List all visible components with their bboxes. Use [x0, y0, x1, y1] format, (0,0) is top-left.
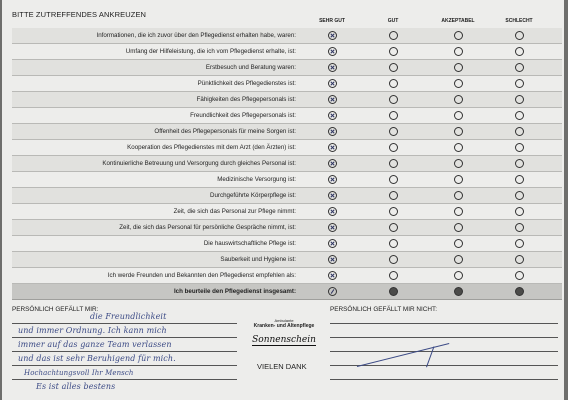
radio-sehr-gut[interactable] [328, 271, 337, 280]
column-header-sehr-gut: SEHR GUT [319, 18, 345, 24]
liked-line-1 [12, 323, 237, 324]
radio-akzeptabel[interactable] [454, 191, 463, 200]
radio-gut[interactable] [389, 159, 398, 168]
radio-schlecht[interactable] [515, 95, 524, 104]
radio-schlecht[interactable] [515, 207, 524, 216]
handwriting-line-1: die Freundlichkeit [90, 312, 167, 321]
radio-sehr-gut[interactable] [328, 31, 337, 40]
question-label: Zeit, die sich das Personal für persönliche Gespräche nimmt, ist: [119, 223, 296, 231]
radio-sehr-gut[interactable] [328, 47, 337, 56]
radio-schlecht[interactable] [515, 143, 524, 152]
radio-schlecht[interactable] [515, 239, 524, 248]
comment-section [12, 306, 562, 400]
radio-schlecht[interactable] [515, 287, 524, 296]
radio-akzeptabel[interactable] [454, 79, 463, 88]
radio-sehr-gut[interactable] [328, 287, 337, 296]
question-row [12, 140, 562, 156]
thanks-text: VIELEN DANK [257, 362, 307, 371]
question-label: Informationen, die ich zuvor über den Pflegedienst erhalten habe, waren: [96, 31, 296, 39]
radio-sehr-gut[interactable] [328, 239, 337, 248]
question-row [12, 28, 562, 44]
liked-label: PERSÖNLICH GEFÄLLT MIR: [12, 306, 99, 313]
radio-gut[interactable] [389, 111, 398, 120]
disliked-line-2 [330, 337, 558, 338]
radio-sehr-gut[interactable] [328, 191, 337, 200]
radio-gut[interactable] [389, 287, 398, 296]
radio-akzeptabel[interactable] [454, 255, 463, 264]
radio-akzeptabel[interactable] [454, 31, 463, 40]
disliked-line-5 [330, 379, 558, 380]
radio-gut[interactable] [389, 239, 398, 248]
disliked-line-1 [330, 323, 558, 324]
radio-akzeptabel[interactable] [454, 95, 463, 104]
liked-line-2 [12, 337, 237, 338]
radio-gut[interactable] [389, 47, 398, 56]
question-row [12, 204, 562, 220]
question-label: Pünktlichkeit des Pflegedienstes ist: [197, 79, 296, 87]
radio-sehr-gut[interactable] [328, 175, 337, 184]
question-label: Kontinuierliche Betreuung und Versorgung durch gleiches Personal ist: [102, 159, 296, 167]
radio-sehr-gut[interactable] [328, 143, 337, 152]
handwriting-line-6: Es ist alles bestens [36, 382, 116, 391]
radio-gut[interactable] [389, 271, 398, 280]
liked-line-4 [12, 365, 237, 366]
radio-gut[interactable] [389, 95, 398, 104]
column-header-schlecht: SCHLECHT [505, 18, 533, 24]
radio-schlecht[interactable] [515, 255, 524, 264]
radio-schlecht[interactable] [515, 175, 524, 184]
radio-sehr-gut[interactable] [328, 79, 337, 88]
question-label: Umfang der Hilfeleistung, die ich vom Pflegedienst erhalte, ist: [125, 47, 296, 55]
radio-akzeptabel[interactable] [454, 271, 463, 280]
logo-name: Sonnenschein [252, 335, 316, 345]
question-row [12, 44, 562, 60]
question-label: Zeit, die sich das Personal zur Pflege nimmt: [173, 207, 296, 215]
question-row [12, 76, 562, 92]
question-row [12, 60, 562, 76]
question-label: Die hauswirtschaftliche Pflege ist: [203, 239, 296, 247]
disliked-line-3 [330, 351, 558, 352]
question-row [12, 124, 562, 140]
radio-akzeptabel[interactable] [454, 223, 463, 232]
radio-gut[interactable] [389, 255, 398, 264]
radio-schlecht[interactable] [515, 47, 524, 56]
radio-schlecht[interactable] [515, 127, 524, 136]
question-row [12, 188, 562, 204]
radio-sehr-gut[interactable] [328, 111, 337, 120]
radio-gut[interactable] [389, 31, 398, 40]
question-label: Freundlichkeit des Pflegepersonals ist: [190, 111, 296, 119]
radio-schlecht[interactable] [515, 63, 524, 72]
radio-schlecht[interactable] [515, 159, 524, 168]
question-row [12, 172, 562, 188]
radio-akzeptabel[interactable] [454, 111, 463, 120]
pen-strike-line [357, 343, 449, 367]
radio-akzeptabel[interactable] [454, 127, 463, 136]
radio-gut[interactable] [389, 223, 398, 232]
question-label: Durchgeführte Körperpflege ist: [210, 191, 296, 199]
radio-schlecht[interactable] [515, 271, 524, 280]
radio-akzeptabel[interactable] [454, 287, 463, 296]
radio-sehr-gut[interactable] [328, 63, 337, 72]
radio-schlecht[interactable] [515, 223, 524, 232]
form-header [12, 4, 562, 24]
radio-akzeptabel[interactable] [454, 159, 463, 168]
question-row [12, 156, 562, 172]
column-header-gut: GUT [387, 18, 399, 24]
radio-sehr-gut[interactable] [328, 223, 337, 232]
summary-label: Ich beurteile den Pflegedienst insgesamt: [173, 287, 296, 295]
logo-line-1: Ambulante [274, 318, 294, 323]
radio-akzeptabel[interactable] [454, 239, 463, 248]
handwriting-line-2: und immer Ordnung. Ich kann mich [18, 326, 167, 335]
radio-akzeptabel[interactable] [454, 143, 463, 152]
company-logo [244, 318, 324, 347]
summary-row [12, 284, 562, 300]
radio-gut[interactable] [389, 127, 398, 136]
form-title: BITTE ZUTREFFENDES ANKREUZEN [12, 10, 147, 19]
question-label: Sauberkeit und Hygiene ist: [220, 255, 296, 263]
radio-sehr-gut[interactable] [328, 207, 337, 216]
question-label: Kooperation des Pflegedienstes mit dem Arzt (den Ärzten) ist: [127, 143, 296, 151]
question-table [12, 28, 562, 300]
handwriting-line-3: immer auf das ganze Team verlassen [18, 340, 172, 349]
radio-gut[interactable] [389, 207, 398, 216]
radio-akzeptabel[interactable] [454, 63, 463, 72]
radio-sehr-gut[interactable] [328, 95, 337, 104]
radio-akzeptabel[interactable] [454, 47, 463, 56]
survey-sheet [2, 0, 564, 400]
disliked-label: PERSÖNLICH GEFÄLLT MIR NICHT: [330, 306, 438, 313]
handwriting-line-4: und das ist sehr Beruhigend für mich. [18, 354, 176, 363]
liked-line-5 [12, 379, 237, 380]
question-label: Fähigkeiten des Pflegepersonals ist: [196, 95, 296, 103]
radio-schlecht[interactable] [515, 31, 524, 40]
radio-schlecht[interactable] [515, 111, 524, 120]
radio-sehr-gut[interactable] [328, 159, 337, 168]
question-label: Erstbesuch und Beratung waren: [205, 63, 296, 71]
question-row [12, 92, 562, 108]
radio-gut[interactable] [389, 63, 398, 72]
radio-schlecht[interactable] [515, 79, 524, 88]
question-row [12, 108, 562, 124]
handwriting-line-5: Hochachtungsvoll Ihr Mensch [24, 369, 134, 377]
question-row [12, 220, 562, 236]
radio-sehr-gut[interactable] [328, 127, 337, 136]
question-label: Ich werde Freunden und Bekannten den Pflegedienst empfehlen als: [107, 271, 296, 279]
logo-line-2: Kranken- und Altenpflege [253, 323, 315, 329]
question-label: Offenheit des Pflegepersonals für meine Sorgen ist: [154, 127, 296, 135]
column-header-akzeptabel: AKZEPTABEL [441, 18, 475, 24]
radio-akzeptabel[interactable] [454, 175, 463, 184]
radio-sehr-gut[interactable] [328, 255, 337, 264]
question-row [12, 268, 562, 284]
radio-akzeptabel[interactable] [454, 207, 463, 216]
question-row [12, 236, 562, 252]
question-row [12, 252, 562, 268]
question-label: Medizinische Versorgung ist: [217, 175, 296, 183]
radio-schlecht[interactable] [515, 191, 524, 200]
radio-gut[interactable] [389, 143, 398, 152]
radio-gut[interactable] [389, 79, 398, 88]
liked-line-3 [12, 351, 237, 352]
radio-gut[interactable] [389, 175, 398, 184]
radio-gut[interactable] [389, 191, 398, 200]
